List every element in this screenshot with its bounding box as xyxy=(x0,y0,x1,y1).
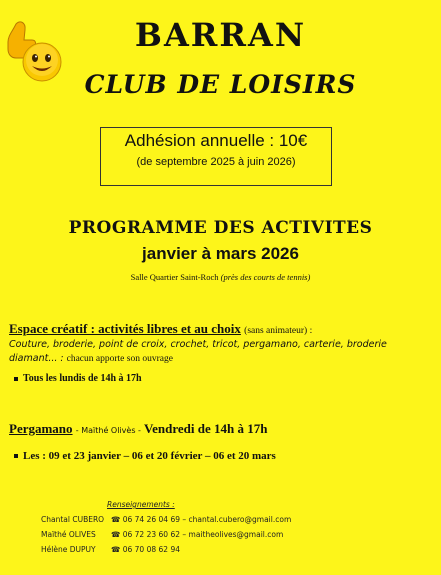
contact-name: Hélène DUPUY xyxy=(41,545,96,554)
phone-icon: ☎ xyxy=(111,515,121,524)
section-creative-note: (sans animateur) : xyxy=(244,326,313,336)
club-title: CLUB DE LOISIRS xyxy=(84,70,357,99)
program-title: PROGRAMME DES ACTIVITES xyxy=(68,218,373,238)
contact-row xyxy=(41,545,431,557)
pergamano-dates xyxy=(14,450,276,462)
contact-email: – maitheolives@gmail.com xyxy=(182,530,284,539)
creative-schedule xyxy=(14,373,142,384)
activities-note: chacun apporte son ouvrage xyxy=(66,354,173,364)
venue xyxy=(0,272,441,282)
contact-name: Maïthé OLIVES xyxy=(41,530,96,539)
venue-name: Salle Quartier Saint-Roch xyxy=(130,272,219,282)
pergamano-schedule: Vendredi de 14h à 17h xyxy=(143,421,268,436)
pergamano-animator: - Maïthé Olivès - xyxy=(75,426,141,435)
contact-email: – chantal.cubero@gmail.com xyxy=(182,515,292,524)
bullet-icon xyxy=(14,454,18,458)
section-pergamano-heading xyxy=(9,421,267,437)
contact-name: Chantal CUBERO xyxy=(41,515,105,524)
section-creative-heading xyxy=(9,321,312,337)
program-period: janvier à mars 2026 xyxy=(142,244,299,263)
info-title: Renseignements : xyxy=(107,500,175,509)
creative-schedule-text: Tous les lundis de 14h à 17h xyxy=(23,373,142,384)
contact-row xyxy=(41,530,431,542)
phone-icon: ☎ xyxy=(111,530,121,539)
section-creative-description xyxy=(9,338,429,366)
membership-period: (de septembre 2025 à juin 2026) xyxy=(136,156,296,168)
contact-phone: ☎ 06 70 08 62 94 xyxy=(111,545,180,554)
contact-phone: ☎ 06 74 26 04 69 – chantal.cubero@gmail.com xyxy=(111,515,292,524)
section-pergamano-title: Pergamano xyxy=(9,421,73,436)
town-title: BARRAN xyxy=(134,16,307,54)
membership-fee: Adhésion annuelle : 10€ xyxy=(124,131,308,150)
phone-icon: ☎ xyxy=(111,545,121,554)
pergamano-dates-text: Les : 09 et 23 janvier – 06 et 20 février – 06 et 20 mars xyxy=(23,450,276,462)
contact-phone: ☎ 06 72 23 60 62 – maitheolives@gmail.com xyxy=(111,530,284,539)
bullet-icon xyxy=(14,377,18,381)
venue-note: (près des courts de tennis) xyxy=(220,272,311,282)
contact-row xyxy=(41,515,431,527)
section-creative-title: Espace créatif : activités libres et au choix xyxy=(9,321,241,336)
membership-fee-box xyxy=(100,127,332,186)
activities-list: Couture, broderie, point de croix, crochet, tricot, pergamano, carterie, broderie diamant... : xyxy=(9,339,387,364)
